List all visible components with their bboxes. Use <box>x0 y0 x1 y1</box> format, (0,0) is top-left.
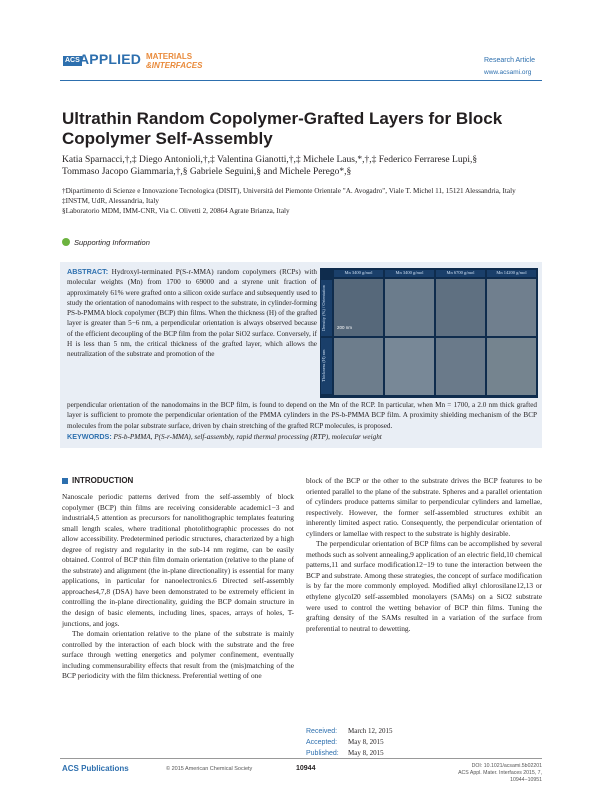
sem-image <box>436 338 485 395</box>
affiliation-1: †Dipartimento di Scienze e Innovazione Tecnologica (DISIT), Università del Piemonte Orientale "A. Avogadro", Viale T. Michel 11, 15121 Alessandria, Italy <box>62 187 516 195</box>
date-label: Received: <box>306 728 338 735</box>
sem-image <box>487 338 536 395</box>
body-column-right <box>306 476 542 634</box>
keywords <box>67 432 537 442</box>
author-list <box>62 154 542 178</box>
affiliation-3: §Laboratorio MDM, IMM-CNR, Via C. Olivetti 2, 20864 Agrate Brianza, Italy <box>62 207 290 215</box>
date-value: May 8, 2015 <box>348 749 384 757</box>
page-number: 10944 <box>296 765 316 772</box>
article-type: Research Article <box>484 57 535 64</box>
supporting-info-icon[interactable] <box>62 238 70 246</box>
sem-image <box>385 338 434 395</box>
journal-logo-applied: APPLIED <box>79 51 142 67</box>
footer-rule <box>60 758 542 759</box>
abstract-label: ABSTRACT: <box>67 267 109 276</box>
abstract-text-top <box>67 267 317 360</box>
paragraph: The perpendicular orientation of BCP films can be accomplished by several methods such as solvent annealing,9 application of an electric field,10 chemical patterns,11 and surface modification12−19 to tune the interaction between the BCP and substrate. Among these strategies, the concept of surface modification is by far the more commonly employed. Modified alkyl chlorosilane12,13 or ethylene glycol20 self-assembled monolayers (SAMs) on a SiO2 substrate were used to control the wetting behavior of BCP thin films. Tuning the grafting density of the SAMs resulted in a variation of the surface from preferential to neutral to dewetting. <box>306 539 543 633</box>
date-label: Published: <box>306 750 339 757</box>
abstract-body-1: Hydroxyl-terminated P(S-r-MMA) random copolymers (RCPs) with molecular weights (Mn) from 1700 to 69000 and a styrene unit fraction of approximately 61% were grafted onto a silicon oxide surface and subsequently used to study the orientation of nanodomains with respect to the substrate, in cylinder-forming PS-b-PMMA block copolymer (BCP) thin films. When the thickness (H) of the grafted layer is greater than 5−6 nm, a perpendicular orientation is always observed because of the efficient decoupling of the BCP film from the polar SiO2 surface. Conversely, if H is less than 5 nm, the critical thickness of the grafted layer, which allows the neutralization of the substrate and promotion of the <box>67 268 318 359</box>
keywords-label: KEYWORDS: <box>67 432 112 441</box>
date-row <box>306 737 542 748</box>
date-row <box>306 726 542 737</box>
citation: ACS Appl. Mater. Interfaces 2015, 7, 10944−10951 <box>458 770 542 783</box>
section-title: INTRODUCTION <box>72 476 134 485</box>
figure-col-label: Mn 14200 g/mol <box>487 270 536 277</box>
acs-logo-badge: ACS <box>65 57 80 64</box>
abstract-text-bottom: perpendicular orientation of the nanodomains in the BCP film, is found to depend on the Mn of the RCP. In particular, when Mn = 1700, a 2.0 nm thick grafted layer is sufficient to promote the perpendicular orientation of the PMMA cylinders in the PS-b-PMMA BCP film. A proximity shielding mechanism of the BCP molecules from the polar substrate surface, driven by chain stretching of the grafted RCP molecules, is proposed. <box>67 401 537 430</box>
paragraph: Nanoscale periodic patterns derived from the self-assembly of block copolymer (BCP) thin films are receiving considerable academic1−3 and industrial4,5 attention as precursors for nanolithographic templates featuring small length scales, where traditional photolithographic processes do not allow accessibility. Predetermined periodic structures, characterized by a high degree of registry and regularity in the sub-14 nm regime, can be easily obtained. Control of BCP thin film domain orientation (relative to the plane of the substrate) and alignment (the in-plane directionality) is essential for many applications, in particular for nanoelectronics.6 Directed self-assembly approaches4,7,8 (DSA) have been demonstrated to be extremely efficient in controlling the in-plane directionality, guiding the BCP domain structure in the design of basic elements, including lines, spaces, arrays of holes, T-junctions, and jogs. <box>62 492 294 628</box>
abstract-figure <box>320 268 538 398</box>
scale-bar-label: 200 nm <box>337 325 353 330</box>
journal-logo-materials: MATERIALS <box>146 52 193 61</box>
paragraph: The domain orientation relative to the plane of the substrate is mainly controlled by the interaction of each block with the substrate and the free surface through wetting energetics and polymer confinement, eventually including commensurability effects that result from the (mis)matching of the BCP periodicity with the film thickness. Preferential wetting of one <box>62 629 294 681</box>
author-line-2: Tommaso Jacopo Giammaria,†,§ Gabriele Seguini,§ and Michele Perego*,§ <box>62 167 352 177</box>
paper-title: Ultrathin Random Copolymer-Grafted Layers for Block Copolymer Self-Assembly <box>62 109 503 148</box>
journal-url[interactable]: www.acsami.org <box>484 69 532 76</box>
copyright: © 2015 American Chemical Society <box>166 766 253 772</box>
affiliation-2: ‡INSTM, UdR, Alessandria, Italy <box>62 197 160 205</box>
section-marker-icon <box>62 478 68 484</box>
publication-dates <box>306 726 542 759</box>
journal-logo-interfaces: &INTERFACES <box>146 61 203 70</box>
figure-row-label: Density (%) / Orientation <box>321 280 332 336</box>
figure-col-label: Mn 3400 g/mol <box>385 270 434 277</box>
sem-image <box>385 279 434 336</box>
header-rule <box>60 80 542 81</box>
doi-citation <box>440 763 542 784</box>
body-column-left <box>62 492 294 682</box>
figure-row-label: Thickness (H) nm <box>321 338 332 394</box>
date-label: Accepted: <box>306 739 338 746</box>
sem-image <box>334 338 383 395</box>
supporting-info-link[interactable]: Supporting Information <box>74 238 150 247</box>
doi[interactable]: DOI: 10.1021/acsami.5b02201 <box>471 763 542 769</box>
sem-image <box>487 279 536 336</box>
acs-publications-logo[interactable]: ACS Publications <box>62 764 129 773</box>
sem-image <box>436 279 485 336</box>
figure-col-label: Mn 3400 g/mol <box>334 270 383 277</box>
affiliations <box>62 186 542 216</box>
date-value: March 12, 2015 <box>348 727 393 735</box>
keywords-list: PS-b-PMMA, P(S-r-MMA), self-assembly, rapid thermal processing (RTP), molecular weight <box>113 433 382 441</box>
author-line-1: Katia Sparnacci,†,‡ Diego Antonioli,†,‡ Valentina Gianotti,†,‡ Michele Laus,*,†,‡ Federico Ferrarese Lupi,§ <box>62 155 478 165</box>
paragraph: block of the BCP or the other to the substrate drives the BCP features to be oriented parallel to the plane of the substrate. Spheres and a parallel orientation of cylinders produce patterns similar to perpendicular cylinders and lamellae, respectively. However, the former self-assembled structures exhibit an inherently limited aspect ratio. Consequently, the perpendicular orientation of cylinders or lamellae with respect to the substrate is highly desirable. <box>306 476 542 538</box>
date-value: May 8, 2015 <box>348 738 384 746</box>
figure-col-label: Mn 6700 g/mol <box>436 270 485 277</box>
